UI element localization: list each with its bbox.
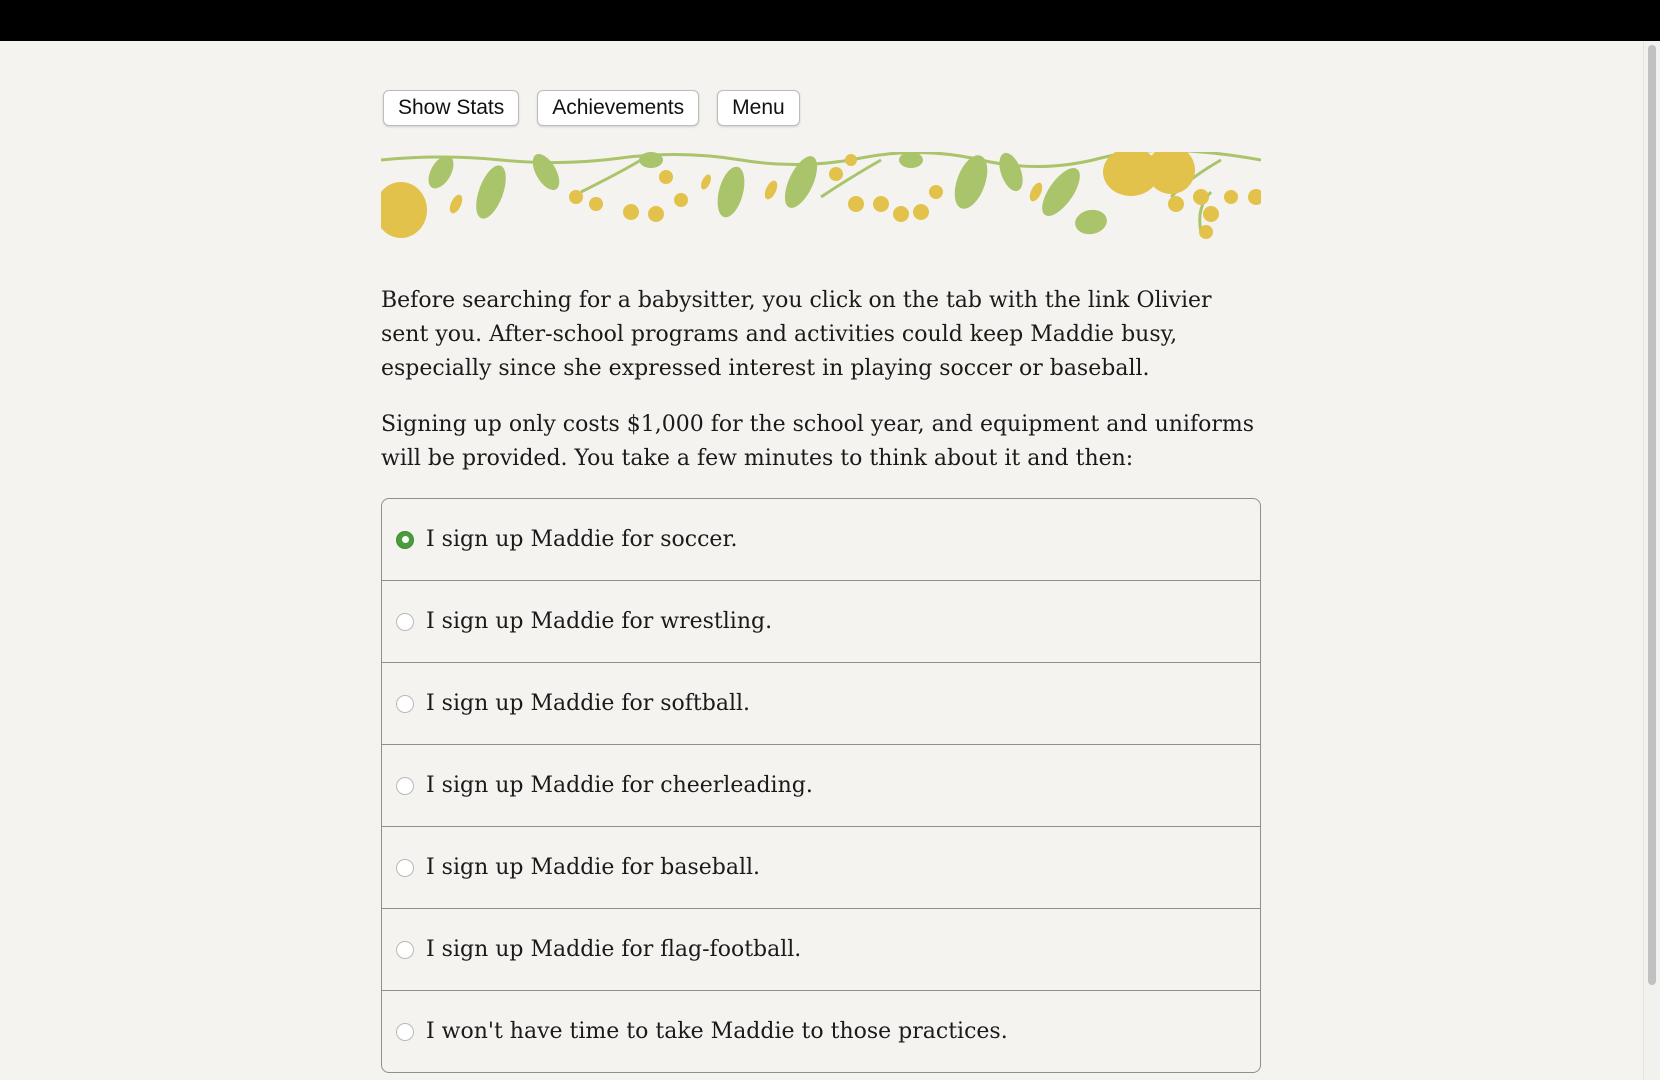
browser-top-bar (0, 0, 1660, 41)
choice-label: I sign up Maddie for soccer. (426, 527, 738, 552)
show-stats-button[interactable]: Show Stats (383, 90, 519, 126)
radio-icon[interactable] (396, 859, 414, 877)
radio-selected-icon[interactable] (396, 531, 414, 549)
choice-label: I sign up Maddie for cheerleading. (426, 773, 813, 798)
lemon-leaf-garland-icon (381, 152, 1261, 239)
choice-label: I sign up Maddie for baseball. (426, 855, 761, 880)
toolbar (383, 90, 1261, 126)
choice-label: I sign up Maddie for wrestling. (426, 609, 773, 634)
story-text (381, 284, 1261, 476)
radio-icon[interactable] (396, 777, 414, 795)
choice-cheerleading[interactable] (382, 744, 1260, 826)
game-content (381, 90, 1261, 1073)
menu-button[interactable]: Menu (717, 90, 800, 126)
choice-no-time[interactable] (382, 990, 1260, 1072)
choice-label: I won't have time to take Maddie to those practices. (426, 1019, 1008, 1044)
choice-label: I sign up Maddie for flag-football. (426, 937, 802, 962)
choice-baseball[interactable] (382, 826, 1260, 908)
radio-icon[interactable] (396, 695, 414, 713)
choice-softball[interactable] (382, 662, 1260, 744)
scrollbar-thumb[interactable] (1648, 45, 1656, 985)
choice-label: I sign up Maddie for softball. (426, 691, 751, 716)
radio-icon[interactable] (396, 613, 414, 631)
choice-soccer[interactable] (382, 499, 1260, 580)
story-paragraph-1: Before searching for a babysitter, you click on the tab with the link Olivier sent you. After-school programs and activities could keep Maddie busy, especially since she expressed interest in playing soccer or baseball. (381, 288, 1212, 381)
choice-flag-football[interactable] (382, 908, 1260, 990)
scrollbar[interactable] (1643, 41, 1660, 1080)
radio-icon[interactable] (396, 1023, 414, 1041)
story-paragraph-2: Signing up only costs $1,000 for the school year, and equipment and uniforms will be provided. You take a few minutes to think about it and then: (381, 412, 1255, 471)
choice-wrestling[interactable] (382, 580, 1260, 662)
lemon-leaf-banner (381, 152, 1261, 244)
choice-list (381, 498, 1261, 1073)
achievements-button[interactable]: Achievements (537, 90, 699, 126)
radio-icon[interactable] (396, 941, 414, 959)
